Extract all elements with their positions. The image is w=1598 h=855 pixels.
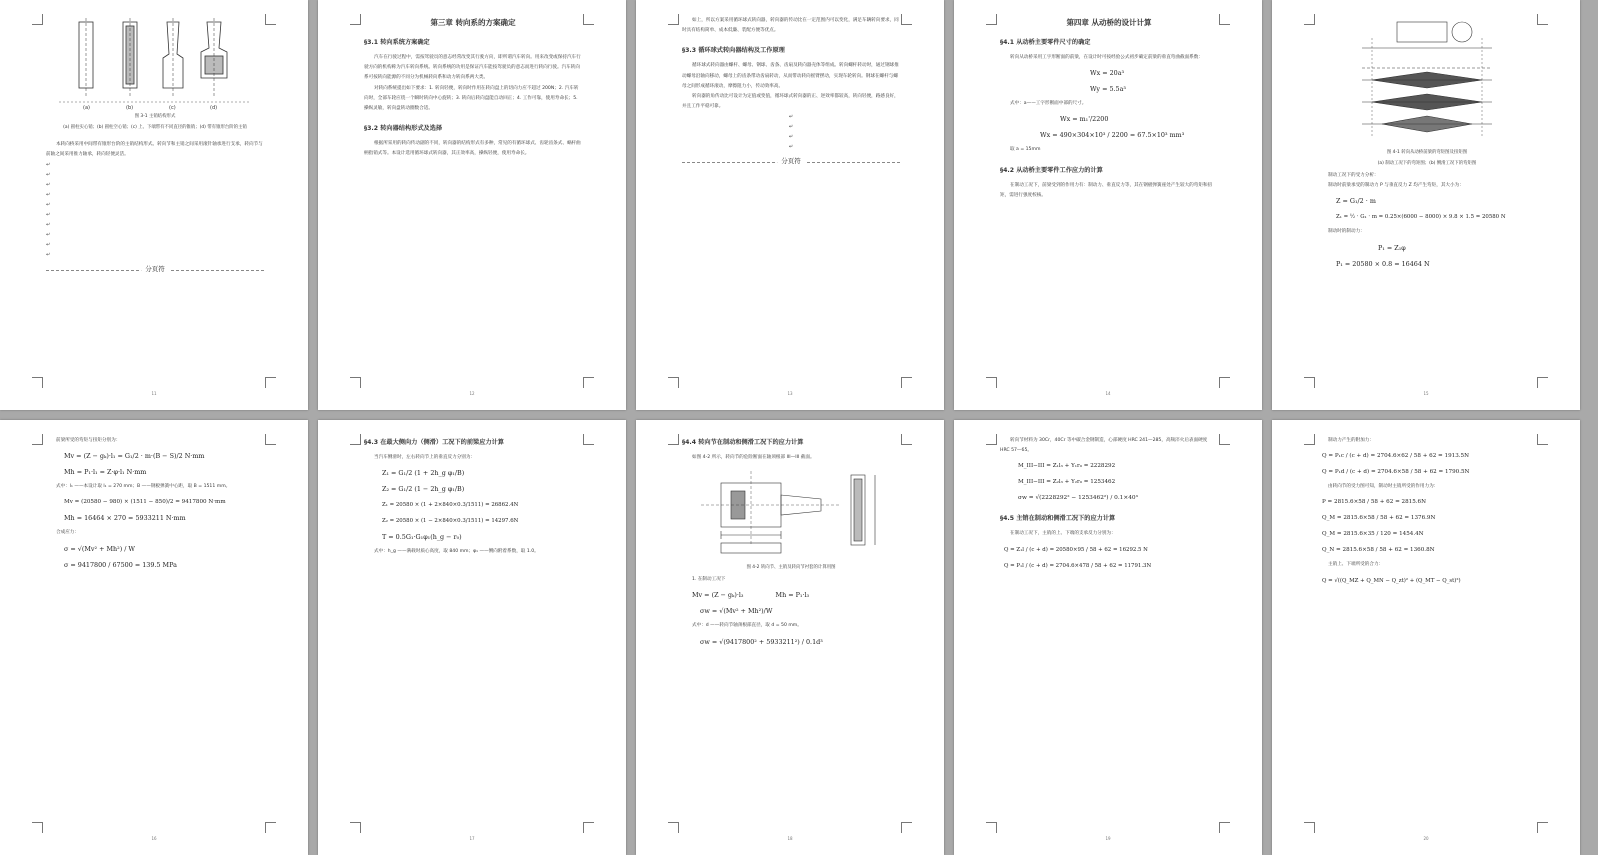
- body-paragraph: 式中：d ——转向节轴颈根部直径，取 d = 50 mm。: [692, 623, 802, 629]
- figure-caption: 图 4-2 转向节、主销及转向节衬套的计算用图: [746, 565, 836, 571]
- page-number: 15: [1423, 391, 1429, 396]
- section-heading: §4.4 转向节在制动和侧滑工况下的应力计算: [682, 439, 804, 446]
- equation: Q = P₁l / (c + d) = 2704.6×478 / 58 + 62 = 11791.3N: [1004, 562, 1152, 569]
- body-paragraph: 在制动工况下，前梁受到的作用力有：制动力、垂直反力等，其在钢板弹簧座处产生较大的弯矩和扭矩，需进行强度校核。: [1000, 182, 1213, 198]
- crop-mark: [901, 822, 912, 833]
- figure-caption: 图 3-1 主销结构形式: [134, 114, 176, 119]
- page-number: 18: [787, 836, 793, 841]
- crop-mark: [1304, 822, 1315, 833]
- document-page-20[interactable]: [1272, 420, 1580, 855]
- fig-label-b: (b): [126, 105, 134, 110]
- body-paragraph: 前梁所受的弯矩与扭矩分别为：: [56, 438, 121, 443]
- crop-mark: [350, 434, 361, 445]
- crop-mark: [901, 434, 912, 445]
- equation: Q = P₁d / (c + d) = 2704.6×58 / 58 + 62 = 1790.5N: [1322, 469, 1470, 476]
- body-paragraph: 在制动工况下，主销的上、下端的支承反力分别为：: [1010, 531, 1116, 537]
- equation: σw = √(Mv² + Mh²)/W: [700, 607, 773, 616]
- document-page-18[interactable]: [636, 420, 944, 855]
- section-heading: §3.1 转向系统方案确定: [364, 39, 430, 46]
- equation: Wy = 5.5a³: [1090, 85, 1126, 94]
- crop-mark: [265, 377, 276, 388]
- equation: T = 0.5G₁·G₁φ₁(h_g − r₀): [382, 533, 462, 542]
- equation: Z = G₁/2 · m: [1336, 197, 1376, 206]
- chapter-title: 第三章 转向系的方案确定: [430, 18, 516, 27]
- crop-mark: [1304, 377, 1315, 388]
- equation: σw = √(2228292² − 1253462²) / 0.1×40³: [1018, 495, 1138, 502]
- equation: P₁ = Z₁φ: [1378, 243, 1406, 252]
- body-paragraph: 如图 4-2 所示，转向节的危险断面在轴颈根部 III—III 截面。: [692, 455, 815, 460]
- equation: Q_N = 2815.6×58 / 58 + 62 = 1360.8N: [1322, 547, 1435, 554]
- crop-mark: [583, 434, 594, 445]
- document-page-12[interactable]: [318, 0, 626, 410]
- document-page-11[interactable]: [0, 0, 308, 410]
- equation: Wx = m₁'/2200: [1060, 115, 1109, 124]
- body-paragraph: 主销上、下端所受的合力：: [1328, 562, 1384, 568]
- page-number: 16: [151, 836, 157, 841]
- crop-mark: [986, 434, 997, 445]
- body-paragraph: 合成应力：: [56, 530, 79, 536]
- document-page-16[interactable]: [0, 420, 308, 855]
- body-paragraph: 制动时前梁承受的制动力 P 与垂直反力 Z 均产生弯矩，其大小为：: [1328, 183, 1464, 189]
- crop-mark: [1537, 822, 1548, 833]
- equation: Wx = 490×304×10³ / 2200 = 67.5×10³ mm³: [1040, 131, 1185, 140]
- body-paragraph: 转向从动桥采用工字形断面的前梁，在设计时可按经验公式初步确定前梁的垂直弯曲截面系数：: [1010, 55, 1203, 60]
- section-heading: §4.2 从动桥主要零件工作应力的计算: [1000, 166, 1103, 174]
- body-paragraph: 由转向节的受力图可知，制动时主销所受的作用力为：: [1328, 484, 1439, 490]
- crop-mark: [1219, 822, 1230, 833]
- crop-mark: [1537, 377, 1548, 388]
- equation: [692, 589, 900, 601]
- equation: Z₂ = 20580 × (1 − 2×840×0.3/1511) = 14297.6N: [382, 518, 519, 525]
- equation: Q = √((Q_MZ + Q_MN − Q_zt)² + (Q_MT − Q_st)²): [1322, 577, 1461, 584]
- body-paragraph: 式中：h_g ——满载时质心高度，取 840 mm；φ₁ ——侧向附着系数，取 1.0。: [374, 549, 539, 555]
- fig-label-a: (a): [83, 105, 90, 110]
- equation: Q = P₁c / (c + d) = 2704.6×62 / 58 + 62 = 1913.5N: [1322, 453, 1469, 460]
- crop-mark: [583, 377, 594, 388]
- body-paragraph: 制动力产生的附加力：: [1328, 438, 1374, 443]
- equation-part: Mv = (Z − gₖ)·l₃: [692, 591, 744, 600]
- equation: Z₂ = G₁/2 (1 − 2h_g φ₁/B): [382, 485, 465, 494]
- equation: σ = √(Mv² + Mh²) / W: [64, 544, 135, 553]
- kingpin-figure: [55, 18, 255, 110]
- body-paragraph: 如上，所以方案采用循环球式转向器，转向器的传动比在一定范围内可以变化，满足车辆转向要求，同时具有结构简单、成本低廉、装配方便等优点。: [682, 18, 899, 34]
- crop-mark: [32, 377, 43, 388]
- equation: Q_M = 2815.6×58 / 58 + 62 = 1376.9N: [1322, 515, 1436, 522]
- document-page-15[interactable]: [1272, 0, 1580, 410]
- document-page-17[interactable]: [318, 420, 626, 855]
- crop-mark: [668, 434, 679, 445]
- section-heading: §3.3 循环球式转向器结构及工作原理: [682, 47, 785, 55]
- crop-mark: [668, 822, 679, 833]
- page-number: 13: [787, 391, 793, 396]
- crop-mark: [583, 822, 594, 833]
- figure-caption: 图 4-1 转向从动桥前梁的弯矩图及扭矩图: [1386, 150, 1468, 155]
- crop-mark: [32, 14, 43, 25]
- equation: M_III−III = Z₂l₃ + Y₂r₀ = 1253462: [1018, 479, 1116, 486]
- equation: Q = Z₁l / (c + d) = 20580×95 / 58 + 62 = 16292.5 N: [1004, 546, 1148, 553]
- page-number: 12: [469, 391, 475, 396]
- equation: Mv = (Z − gₖ)·l₁ = G₁/2 · m·(B − S)/2 N·mm: [64, 452, 205, 461]
- crop-mark: [583, 14, 594, 25]
- body-paragraph: 制动工况下的受力分析：: [1328, 173, 1379, 178]
- page-number: 11: [151, 391, 157, 396]
- crop-mark: [32, 434, 43, 445]
- body-paragraph: 式中：a——工字形断面中部的尺寸。: [1010, 101, 1087, 107]
- figure-caption-detail: (a) 圆柱实心销；(b) 圆柱空心销；(c) 上、下端带有不同直径的锥销；(d) 带有锥形台阶的主销: [63, 125, 247, 130]
- body-paragraph: 本转向桥采用中间带有锥形台阶的主销结构形式。转向节和主销之间采用滚针轴承进行支承，转向节与前轴之间采用推力轴承，转向轻便灵活。: [46, 142, 263, 158]
- equation: Mh = 16464 × 270 = 5933211 N·mm: [64, 514, 186, 523]
- crop-mark: [986, 822, 997, 833]
- fig-label-c: (c): [169, 105, 176, 110]
- section-heading: §4.5 主销在制动和侧滑工况下的应力计算: [1000, 515, 1116, 523]
- body-paragraph: 汽车在行驶过程中，需按驾驶员的意志经常改变其行驶方向，即所谓汽车转向。用来改变或保持汽车行驶方向的机构称为汽车转向系统。转向系统的功用是保证汽车能按驾驶员的意志而进行转向行驶。汽车转向系可按转向能源的不同分为机械转向系和动力转向系两大类。: [364, 55, 581, 81]
- crop-mark: [1219, 434, 1230, 445]
- crop-mark: [668, 377, 679, 388]
- body-paragraph: 当汽车侧滑时，左右转向节上的垂直反力分别为：: [374, 455, 476, 460]
- page-number: 20: [1423, 836, 1429, 841]
- crop-mark: [901, 377, 912, 388]
- document-page-13[interactable]: [636, 0, 944, 410]
- equation: Q_M = 2815.6×35 / 120 = 1454.4N: [1322, 531, 1424, 538]
- equation: Mv = (20580 − 980) × (1511 − 850)/2 = 9417800 N·mm: [64, 499, 226, 506]
- empty-lines: ↵ ↵ ↵ ↵ ↵ ↵ ↵ ↵ ↵ ↵: [46, 162, 51, 259]
- equation: Z₁ = ½ · G₁ · m = 0.25×(6000 − 8000) × 9.8 × 1.5 = 20580 N: [1336, 214, 1506, 221]
- page-break-marker: 分页符: [682, 162, 900, 173]
- equation-part: Mh = P₁·l₃: [775, 591, 810, 600]
- crop-mark: [1537, 434, 1548, 445]
- body-paragraph: 式中：l₁ ——本设计取 l₁ = 270 mm；B ——钢板弹簧中心距，取 B = 1511 mm。: [56, 484, 231, 490]
- document-page-19[interactable]: [954, 420, 1262, 855]
- page-break-marker: 分页符: [46, 270, 264, 281]
- figure-caption-detail: (a) 制动工况下的弯矩图；(b) 侧滑工况下的弯矩图: [1377, 161, 1477, 166]
- crop-mark: [32, 822, 43, 833]
- equation: σw = √(9417800² + 5933211²) / 0.1d³: [700, 637, 823, 646]
- body-paragraph: 循环球式转向器由螺杆、螺母、钢球、齿条、齿扇及转向器壳体等组成。转向螺杆转动时，通过钢球推动螺母沿轴向移动，螺母上的齿条带动齿扇转动，从而带动转向摇臂摆动，实现车轮转向。钢球在螺杆与螺母之间形成循环滚动，摩擦阻力小，传动效率高。: [682, 63, 899, 89]
- page-number: 19: [1105, 836, 1111, 841]
- crop-mark: [350, 14, 361, 25]
- equation: σ = 9417800 / 67500 = 139.5 MPa: [64, 560, 177, 569]
- crop-mark: [1219, 377, 1230, 388]
- crop-mark: [901, 14, 912, 25]
- equation: Mh = P₁·l₁ = Z·φ·l₁ N·mm: [64, 468, 147, 477]
- crop-mark: [1304, 434, 1315, 445]
- chapter-title: 第四章 从动桥的设计计算: [1066, 18, 1152, 27]
- section-heading: §3.2 转向器结构形式及选择: [364, 125, 443, 133]
- page-number: 17: [469, 836, 475, 841]
- crop-mark: [986, 377, 997, 388]
- equation: P = 2815.6×58 / 58 + 62 = 2815.6N: [1322, 499, 1427, 506]
- equation: Z₁ = 20580 × (1 + 2×840×0.3/1511) = 26862.4N: [382, 502, 519, 509]
- crop-mark: [350, 377, 361, 388]
- crop-mark: [986, 14, 997, 25]
- equation: Wx = 20a³: [1090, 69, 1125, 78]
- fig-label-d: (d): [210, 105, 218, 110]
- body-paragraph: 转向器的角传动比可设计为定值或变值，循环球式转向器的正、逆效率都较高，转向轻便，路感良好，并且工作平稳可靠。: [682, 94, 899, 110]
- section-heading: §4.3 在最大侧向力（侧滑）工况下的前梁应力计算: [364, 439, 504, 446]
- crop-mark: [668, 14, 679, 25]
- equation: Z₁ = G₁/2 (1 + 2h_g φ₁/B): [382, 469, 465, 478]
- body-paragraph: 制动时的制动力：: [1328, 229, 1365, 235]
- steering-knuckle-figure: [691, 465, 891, 561]
- crop-mark: [350, 822, 361, 833]
- body-paragraph: 根据所采用的转向传动副的不同，转向器的结构形式有多种，常见的有循环球式、齿轮齿条式、蜗杆曲柄指销式等。本设计选用循环球式转向器，其正效率高，操纵轻便，使用寿命长。: [364, 141, 581, 157]
- equation: P₁ = 20580 × 0.8 = 16464 N: [1336, 259, 1430, 268]
- body-paragraph: 取 a = 15mm: [1010, 147, 1041, 153]
- crop-mark: [1537, 14, 1548, 25]
- beam-moment-diagram: [1352, 18, 1502, 146]
- crop-mark: [265, 14, 276, 25]
- body-paragraph: 对转向系统提出如下要求：1. 转向轻便，转向时作用在转向盘上的切向力应不超过 200N；2. 汽车转向时，全部车轮应绕一个瞬时转向中心旋转；3. 转向后转向盘能自动回正；4. 工作可靠，使用寿命长；5. 操纵灵敏，转向盘转动圈数合适。: [364, 85, 579, 112]
- equation: M_III−III = Z₁l₃ + Y₁r₀ = 2228292: [1018, 463, 1116, 470]
- page-number: 14: [1105, 391, 1111, 396]
- crop-mark: [265, 434, 276, 445]
- body-paragraph: 转向节材料为 30Cr，40Cr 等中碳合金钢制造，心部硬度 HRC 241—285，高频淬火后表面硬度 HRC 57—65。: [1000, 438, 1208, 454]
- crop-mark: [265, 822, 276, 833]
- empty-lines: ↵ ↵ ↵ ↵: [788, 114, 794, 151]
- body-paragraph: 1. 在制动工况下: [692, 577, 726, 583]
- crop-mark: [1219, 14, 1230, 25]
- section-heading: §4.1 从动桥主要零件尺寸的确定: [1000, 39, 1091, 46]
- document-page-14[interactable]: [954, 0, 1262, 410]
- crop-mark: [1304, 14, 1315, 25]
